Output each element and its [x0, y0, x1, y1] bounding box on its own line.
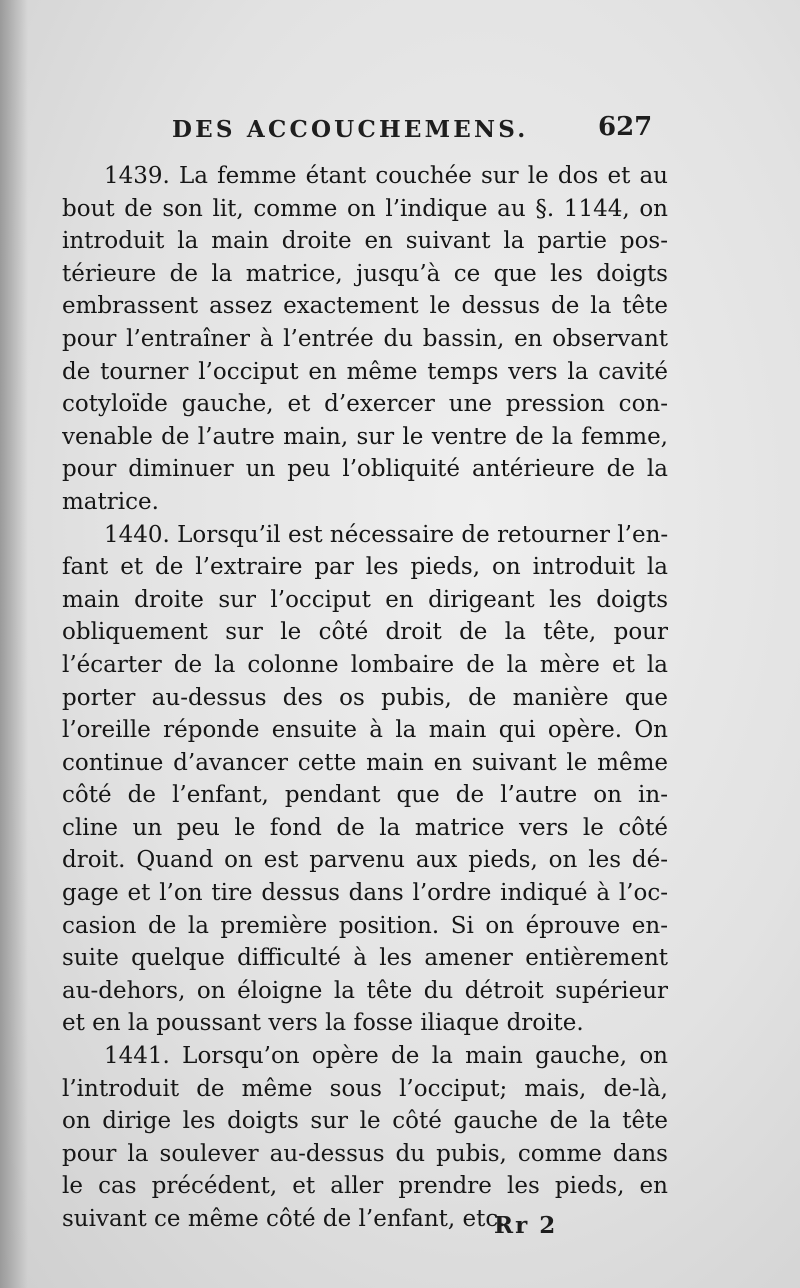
text-line: gage et l’on tire dessus dans l’ordre indiqué à l’oc-	[62, 880, 668, 907]
page-number: 627	[598, 112, 653, 142]
running-head: DES ACCOUCHEMENS.	[172, 116, 529, 143]
text-line: de tourner l’occiput en même temps vers la cavité	[62, 358, 668, 385]
text-line: cline un peu le fond de la matrice vers le côté	[62, 814, 668, 841]
text-line: 1439. La femme étant couchée sur le dos et au	[104, 163, 668, 189]
text-line: pour diminuer un peu l’obliquité antérieure de la	[62, 456, 668, 483]
spine-shadow	[0, 0, 28, 1288]
text-line: embrassent assez exactement le dessus de la tête	[62, 293, 668, 320]
text-line: bout de son lit, comme on l’indique au §. 1144, on	[62, 195, 668, 222]
text-line: fant et de l’extraire par les pieds, on introduit la	[62, 554, 668, 581]
text-line: l’oreille réponde ensuite à la main qui opère. On	[62, 717, 668, 744]
text-line: on dirige les doigts sur le côté gauche de la tête	[62, 1108, 668, 1135]
text-line: pour la soulever au-dessus du pubis, comme dans	[62, 1140, 668, 1167]
text-line: 1440. Lorsqu’il est nécessaire de retourner l’en-	[104, 521, 668, 548]
text-line: et en la poussant vers la fosse iliaque droite.	[62, 1010, 584, 1037]
text-line: venable de l’autre main, sur le ventre de la femme,	[62, 423, 668, 450]
text-line: l’écarter de la colonne lombaire de la mère et la	[62, 651, 668, 678]
text-line: matrice.	[62, 488, 159, 515]
text-line: térieure de la matrice, jusqu’à ce que les doigts	[62, 260, 668, 287]
text-line: pour l’entraîner à l’entrée du bassin, en observant	[62, 325, 668, 352]
text-line: casion de la première position. Si on éprouve en-	[62, 912, 668, 939]
text-line: droit. Quand on est parvenu aux pieds, on les dé-	[62, 847, 668, 874]
text-line: porter au-dessus des os pubis, de manière que	[62, 684, 668, 711]
body-text	[62, 160, 668, 1236]
text-line: cotyloïde gauche, et d’exercer une pression con-	[62, 391, 668, 418]
text-line: le cas précédent, et aller prendre les pieds, en	[62, 1173, 668, 1200]
text-line: l’introduit de même sous l’occiput; mais, de-là,	[62, 1075, 668, 1102]
text-line: continue d’avancer cette main en suivant le même	[62, 749, 668, 776]
text-line: suite quelque difficulté à les amener entièrement	[62, 945, 668, 972]
text-line: au-dehors, on éloigne la tête du détroit supérieur	[62, 977, 668, 1004]
text-line: suivant ce même côté de l’enfant, etc.	[62, 1206, 506, 1232]
page-header	[60, 112, 680, 152]
text-line: introduit la main droite en suivant la partie pos-	[62, 228, 668, 255]
text-line: obliquement sur le côté droit de la tête, pour	[62, 619, 668, 646]
text-line: 1441. Lorsqu’on opère de la main gauche, on	[104, 1043, 668, 1070]
signature-mark: Rr 2	[494, 1212, 558, 1239]
text-line: côté de l’enfant, pendant que de l’autre on in-	[62, 782, 668, 809]
text-line: main droite sur l’occiput en dirigeant les doigts	[62, 586, 668, 613]
